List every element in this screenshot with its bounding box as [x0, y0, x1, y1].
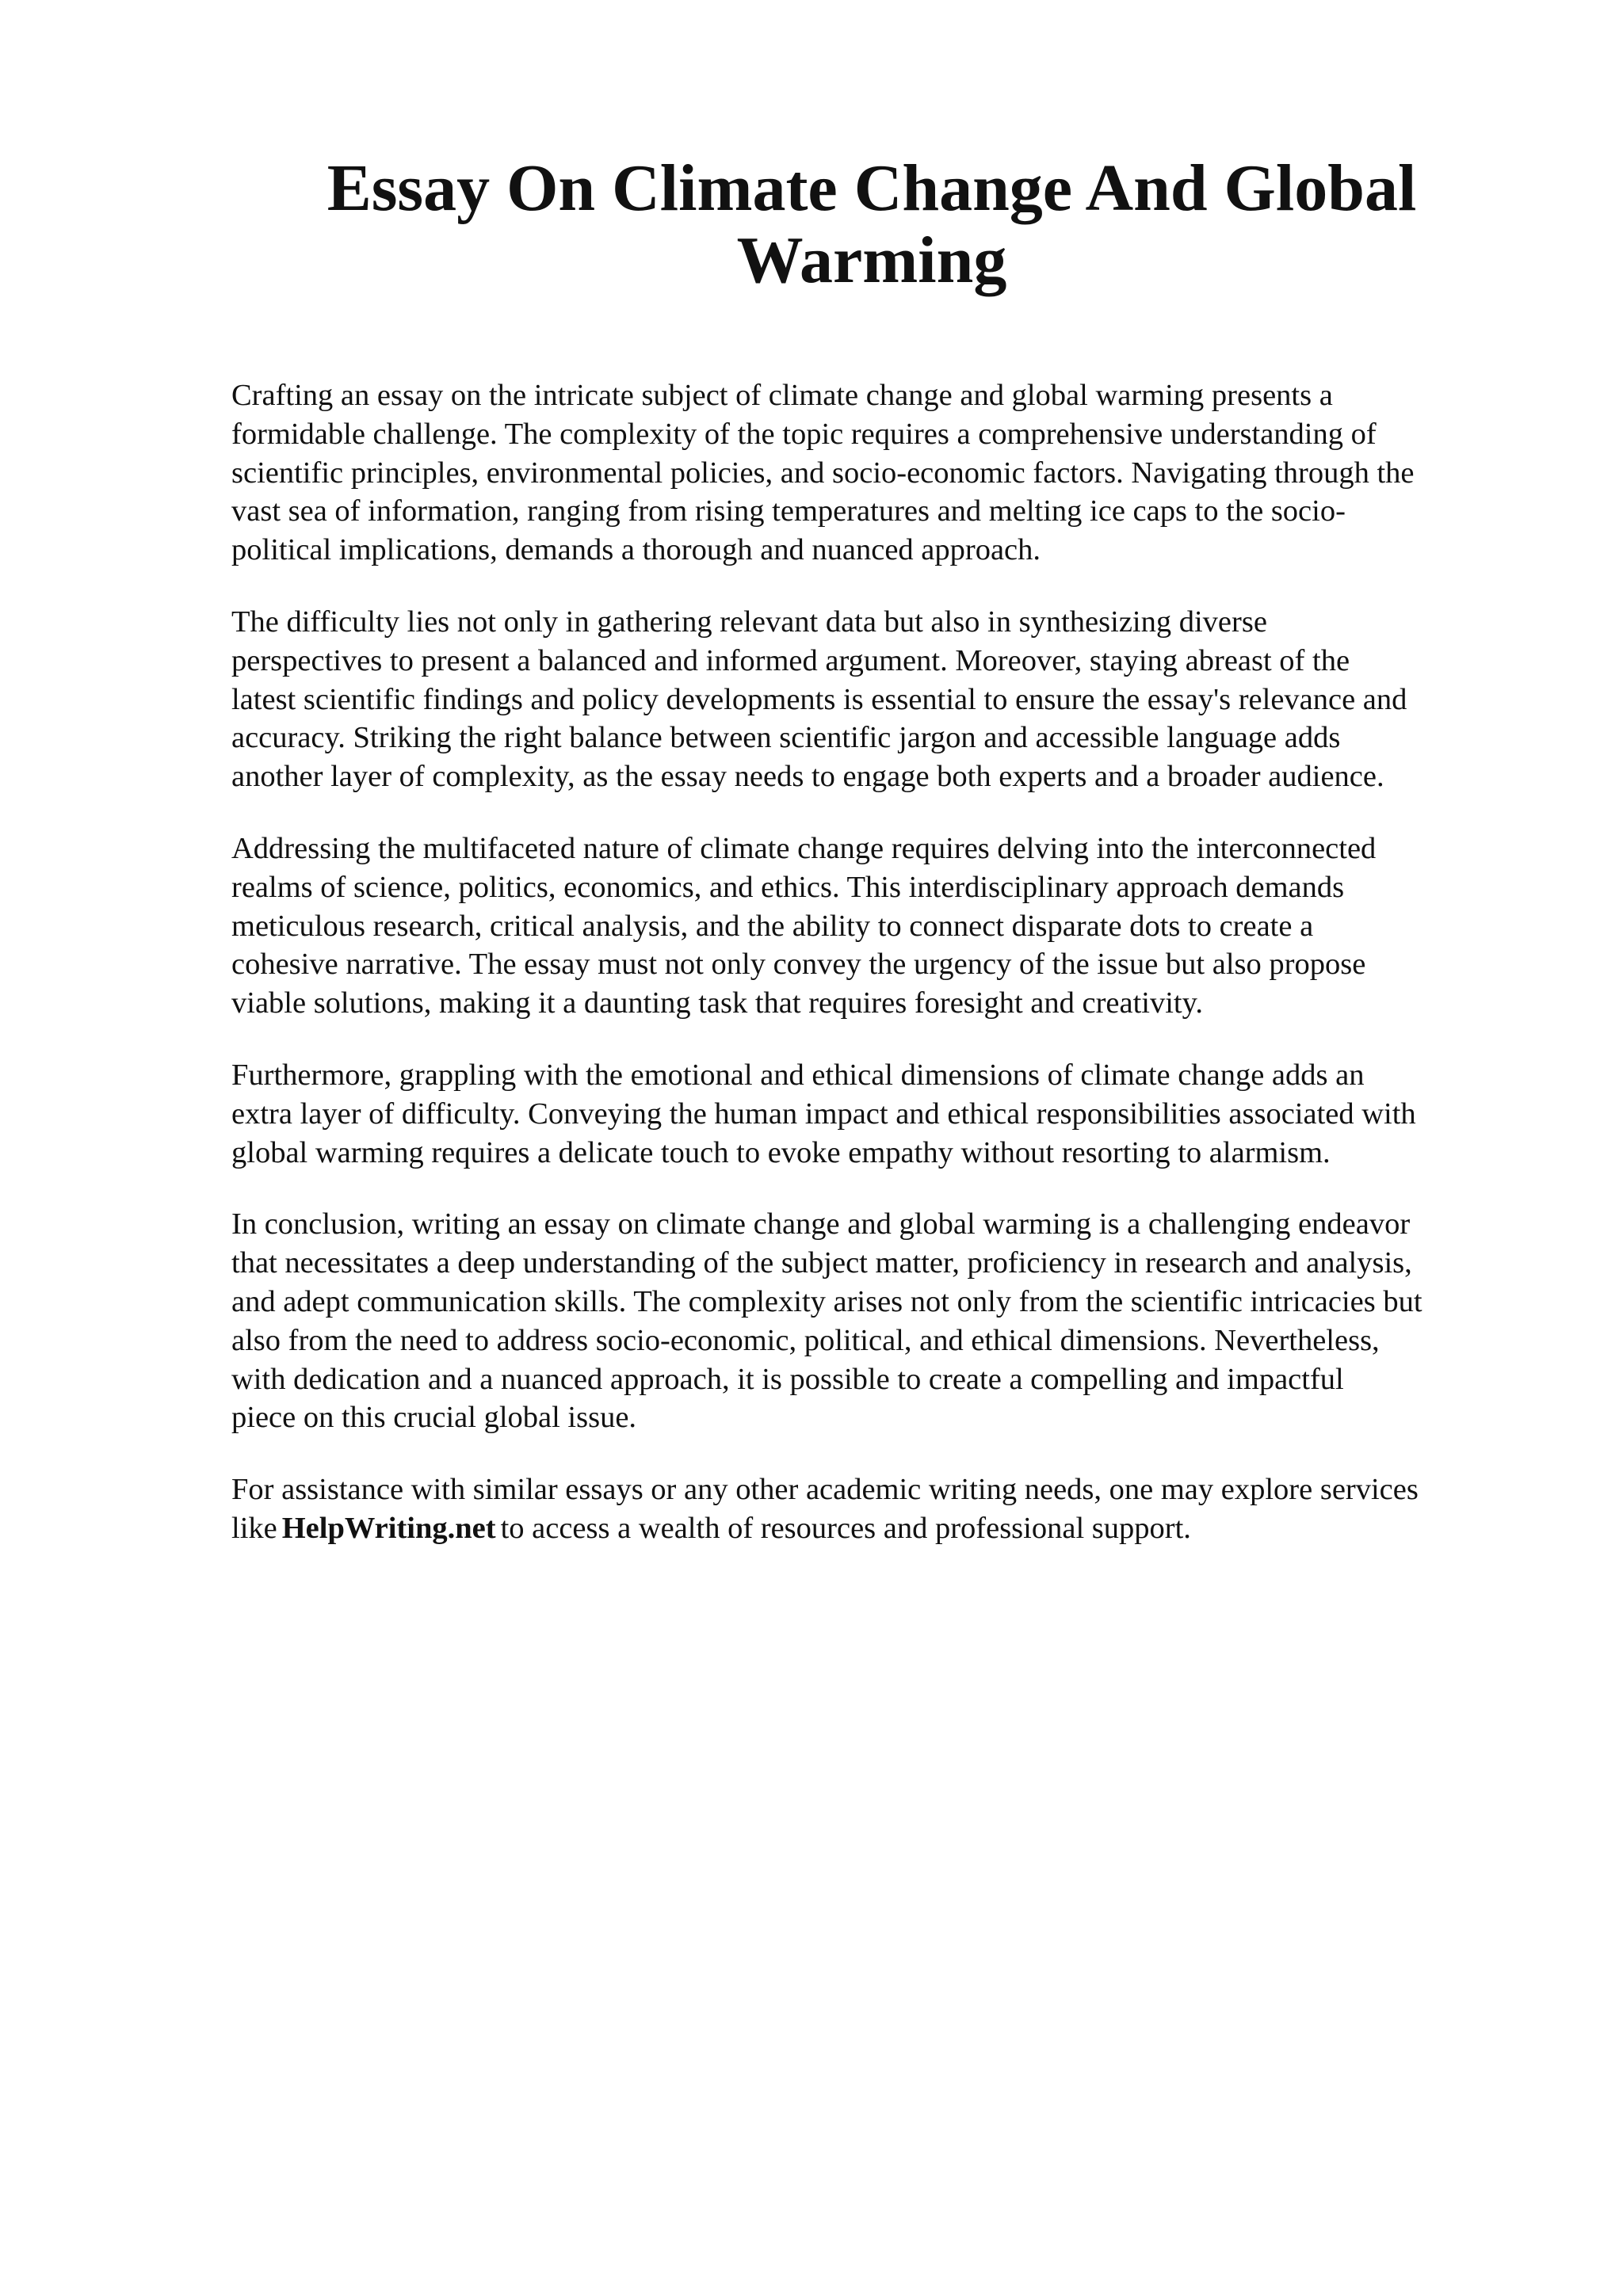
paragraph-5	[231, 1205, 1531, 1437]
text-line: viable solutions, making it a daunting task that requires foresight and creativity.	[231, 986, 1204, 1020]
text-line: piece on this crucial global issue.	[231, 1401, 637, 1435]
text-line: that necessitates a deep understanding of the subject matter, proficiency in research and analysis,	[231, 1246, 1412, 1280]
paragraph-2	[231, 603, 1531, 796]
paragraph-4	[231, 1056, 1531, 1172]
text-line: perspectives to present a balanced and informed argument. Moreover, staying abreast of the	[231, 643, 1350, 677]
text-line: scientific principles, environmental policies, and socio-economic factors. Navigating through the	[231, 456, 1415, 490]
text-line: and adept communication skills. The complexity arises not only from the scientific intricacies but	[231, 1284, 1423, 1318]
text-line: another layer of complexity, as the essay needs to engage both experts and a broader audience.	[231, 760, 1384, 794]
paragraph-1	[231, 376, 1531, 570]
helpwriting-link[interactable]: HelpWriting.net	[281, 1511, 496, 1545]
closing-prefix: like	[231, 1511, 277, 1545]
text-line: with dedication and a nuanced approach, it is possible to create a compelling and impactful	[231, 1362, 1344, 1396]
paragraph-3	[231, 830, 1531, 1023]
title-line: Essay On Climate Change And Global	[327, 151, 1417, 225]
text-line: realms of science, politics, economics, and ethics. This interdisciplinary approach demands	[231, 870, 1345, 904]
text-line	[231, 1509, 1531, 1548]
text-line: In conclusion, writing an essay on climate change and global warming is a challenging endeavor	[231, 1207, 1411, 1241]
text-line: latest scientific findings and policy developments is essential to ensure the essay's relevance and	[231, 682, 1407, 716]
document-body	[231, 376, 1531, 1581]
text-line: political implications, demands a thorough and nuanced approach.	[231, 533, 1041, 567]
text-line: The difficulty lies not only in gathering relevant data but also in synthesizing diverse	[231, 605, 1267, 639]
closing-paragraph	[231, 1470, 1531, 1548]
text-line: accuracy. Striking the right balance between scientific jargon and accessible language adds	[231, 721, 1341, 755]
text-line: extra layer of difficulty. Conveying the human impact and ethical responsibilities associated with	[231, 1097, 1416, 1131]
text-line: vast sea of information, ranging from rising temperatures and melting ice caps to the socio-	[231, 494, 1346, 528]
document-title	[198, 152, 1545, 296]
closing-suffix: to access a wealth of resources and professional support.	[500, 1511, 1191, 1545]
text-line: also from the need to address socio-economic, political, and ethical dimensions. Nevertheless,	[231, 1323, 1380, 1357]
text-line: Crafting an essay on the intricate subject of climate change and global warming presents a	[231, 379, 1333, 412]
text-line: cohesive narrative. The essay must not only convey the urgency of the issue but also propose	[231, 948, 1366, 982]
title-line: Warming	[736, 223, 1007, 297]
text-line: For assistance with similar essays or any other academic writing needs, one may explore services	[231, 1473, 1419, 1507]
text-line: meticulous research, critical analysis, and the ability to connect disparate dots to create a	[231, 909, 1314, 943]
text-line: global warming requires a delicate touch to evoke empathy without resorting to alarmism.	[231, 1135, 1331, 1169]
text-line: formidable challenge. The complexity of the topic requires a comprehensive understanding of	[231, 417, 1377, 451]
text-line: Furthermore, grappling with the emotional and ethical dimensions of climate change adds an	[231, 1058, 1365, 1092]
text-line: Addressing the multifaceted nature of climate change requires delving into the interconnected	[231, 831, 1377, 865]
